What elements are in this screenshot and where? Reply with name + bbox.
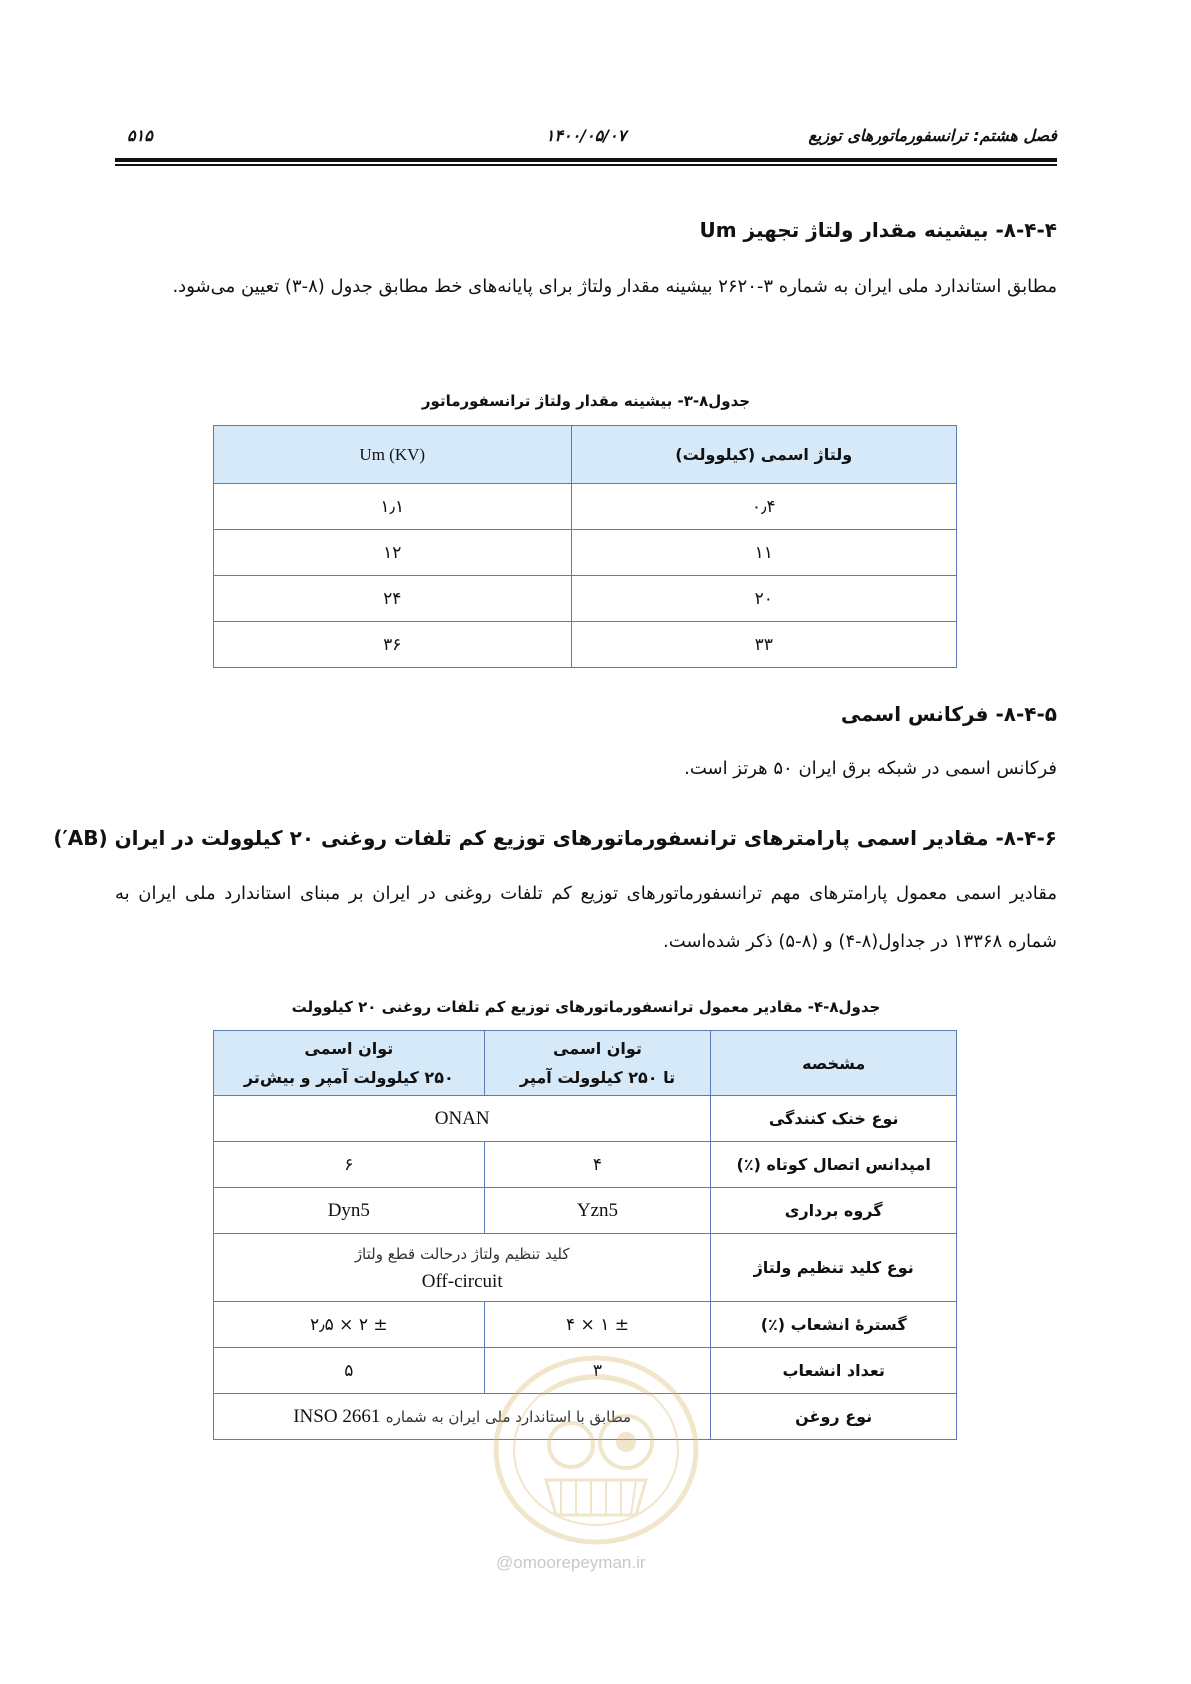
cooling-label: نوع خنک کنندگی — [711, 1096, 957, 1142]
section-6-title: ۸-۴-۶- مقادیر اسمی پارامترهای ترانسفورماتورهای توزیع کم تلفات روغنی ۲۰ کیلوولت در ایران (AB′) — [53, 826, 1057, 850]
table-row — [214, 1188, 957, 1234]
impedance-label: امپدانس اتصال کوتاه (٪) — [711, 1142, 957, 1188]
table-4 — [213, 1030, 957, 1440]
impedance-above: ۶ — [214, 1142, 485, 1188]
table-4-header-spec: مشخصه — [711, 1031, 957, 1096]
tapchanger-value-fa: کلید تنظیم ولتاژ درحالت قطع ولتاژ — [354, 1244, 570, 1263]
table-3-header-nominal: ولتاژ اسمی (کیلوولت) — [571, 426, 957, 484]
tapchanger-value-en: Off-circuit — [421, 1270, 503, 1292]
page-header — [115, 120, 1057, 150]
table-row — [214, 576, 957, 622]
tapchanger-label: نوع کلید تنظیم ولتاژ — [711, 1234, 957, 1302]
table-3-um-cell: ۲۴ — [214, 576, 572, 622]
table-row — [214, 1096, 957, 1142]
cooling-value: ONAN — [214, 1096, 711, 1142]
oil-value — [214, 1394, 711, 1440]
vector-label: گروه برداری — [711, 1188, 957, 1234]
table-row — [214, 1142, 957, 1188]
table-row — [214, 1348, 957, 1394]
table-3-um-cell: ۳۶ — [214, 622, 572, 668]
oil-value-code: INSO 2661 — [293, 1405, 381, 1427]
impedance-upto: ۴ — [484, 1142, 711, 1188]
table-3-header-um-label: Um (KV) — [359, 444, 426, 464]
table-3-header-um — [214, 426, 572, 484]
table-4-header-above-line2: ۲۵۰ کیلوولت آمپر و بیش‌تر — [243, 1068, 454, 1087]
tapcount-upto: ۳ — [484, 1348, 711, 1394]
vector-upto: Yzn5 — [484, 1188, 711, 1234]
table-row — [214, 1394, 957, 1440]
table-4-header-upto — [484, 1031, 711, 1096]
taprange-label: گسترهٔ انشعاب (٪) — [711, 1302, 957, 1348]
chapter-title: فصل هشتم: ترانسفورماتورهای توزیع — [808, 126, 1057, 145]
section-5-title: ۸-۴-۵- فرکانس اسمی — [840, 702, 1057, 726]
table-3-um-cell: ۱۲ — [214, 530, 572, 576]
table-3-nominal-cell: ۲۰ — [571, 576, 957, 622]
table-4-header-upto-line2: تا ۲۵۰ کیلوولت آمپر — [519, 1068, 676, 1087]
table-4-caption: جدول۸-۴- مقادیر معمول ترانسفورماتورهای توزیع کم تلفات روغنی ۲۰ کیلوولت — [291, 998, 881, 1016]
header-rule-thick — [115, 158, 1057, 162]
page-number: ۵۱۵ — [127, 126, 153, 145]
table-3-header-row — [214, 426, 957, 484]
taprange-upto: ± ۱ × ۴ — [484, 1302, 711, 1348]
section-4-text: مطابق استاندارد ملی ایران به شماره ۳-۲۶۲۰ بیشینه مقدار ولتاژ برای پایانه‌های خط مطابق جدول (۸-۳) تعیین می‌شود. — [172, 276, 1057, 297]
table-4-header-above-line1: توان اسمی — [304, 1039, 394, 1058]
table-4-header-above — [214, 1031, 485, 1096]
table-row — [214, 1234, 957, 1302]
table-4-header-row — [214, 1031, 957, 1096]
vector-above: Dyn5 — [214, 1188, 485, 1234]
table-3-nominal-cell: ۱۱ — [571, 530, 957, 576]
oil-value-fa: مطابق با استاندارد ملی ایران به شماره — [385, 1407, 632, 1426]
tapchanger-value — [214, 1234, 711, 1302]
oil-label: نوع روغن — [711, 1394, 957, 1440]
table-row — [214, 622, 957, 668]
header-rule-thin — [115, 164, 1057, 166]
table-3-nominal-cell: ۰٫۴ — [571, 484, 957, 530]
header-date: ۱۴۰۰/۰۵/۰۷ — [545, 126, 627, 145]
section-5-text: فرکانس اسمی در شبکه برق ایران ۵۰ هرتز است. — [684, 758, 1057, 779]
table-row — [214, 484, 957, 530]
watermark-text: @omoorepeyman.ir — [496, 1553, 646, 1572]
section-4-title: ۸-۴-۴- بیشینه مقدار ولتاژ تجهیز Um — [699, 218, 1057, 242]
table-row — [214, 530, 957, 576]
table-3-caption: جدول۸-۳- بیشینه مقدار ولتاژ ترانسفورماتور — [421, 392, 751, 410]
table-3 — [213, 425, 957, 668]
table-3-nominal-cell: ۳۳ — [571, 622, 957, 668]
section-6-text: مقادیر اسمی معمول پارامترهای مهم ترانسفورماتورهای توزیع کم تلفات روغنی در ایران بر مبنای استاندارد ملی ایران به شماره ۱۳۳۶۸ در جداول(۸-۴) و (۸-۵) ذکر شده‌است. — [115, 883, 1057, 952]
table-row — [214, 1302, 957, 1348]
table-4-header-upto-line1: توان اسمی — [553, 1039, 642, 1058]
tapcount-label: تعداد انشعاب — [711, 1348, 957, 1394]
taprange-above: ± ۲ × ۲٫۵ — [214, 1302, 485, 1348]
tapcount-above: ۵ — [214, 1348, 485, 1394]
table-3-um-cell: ۱٫۱ — [214, 484, 572, 530]
